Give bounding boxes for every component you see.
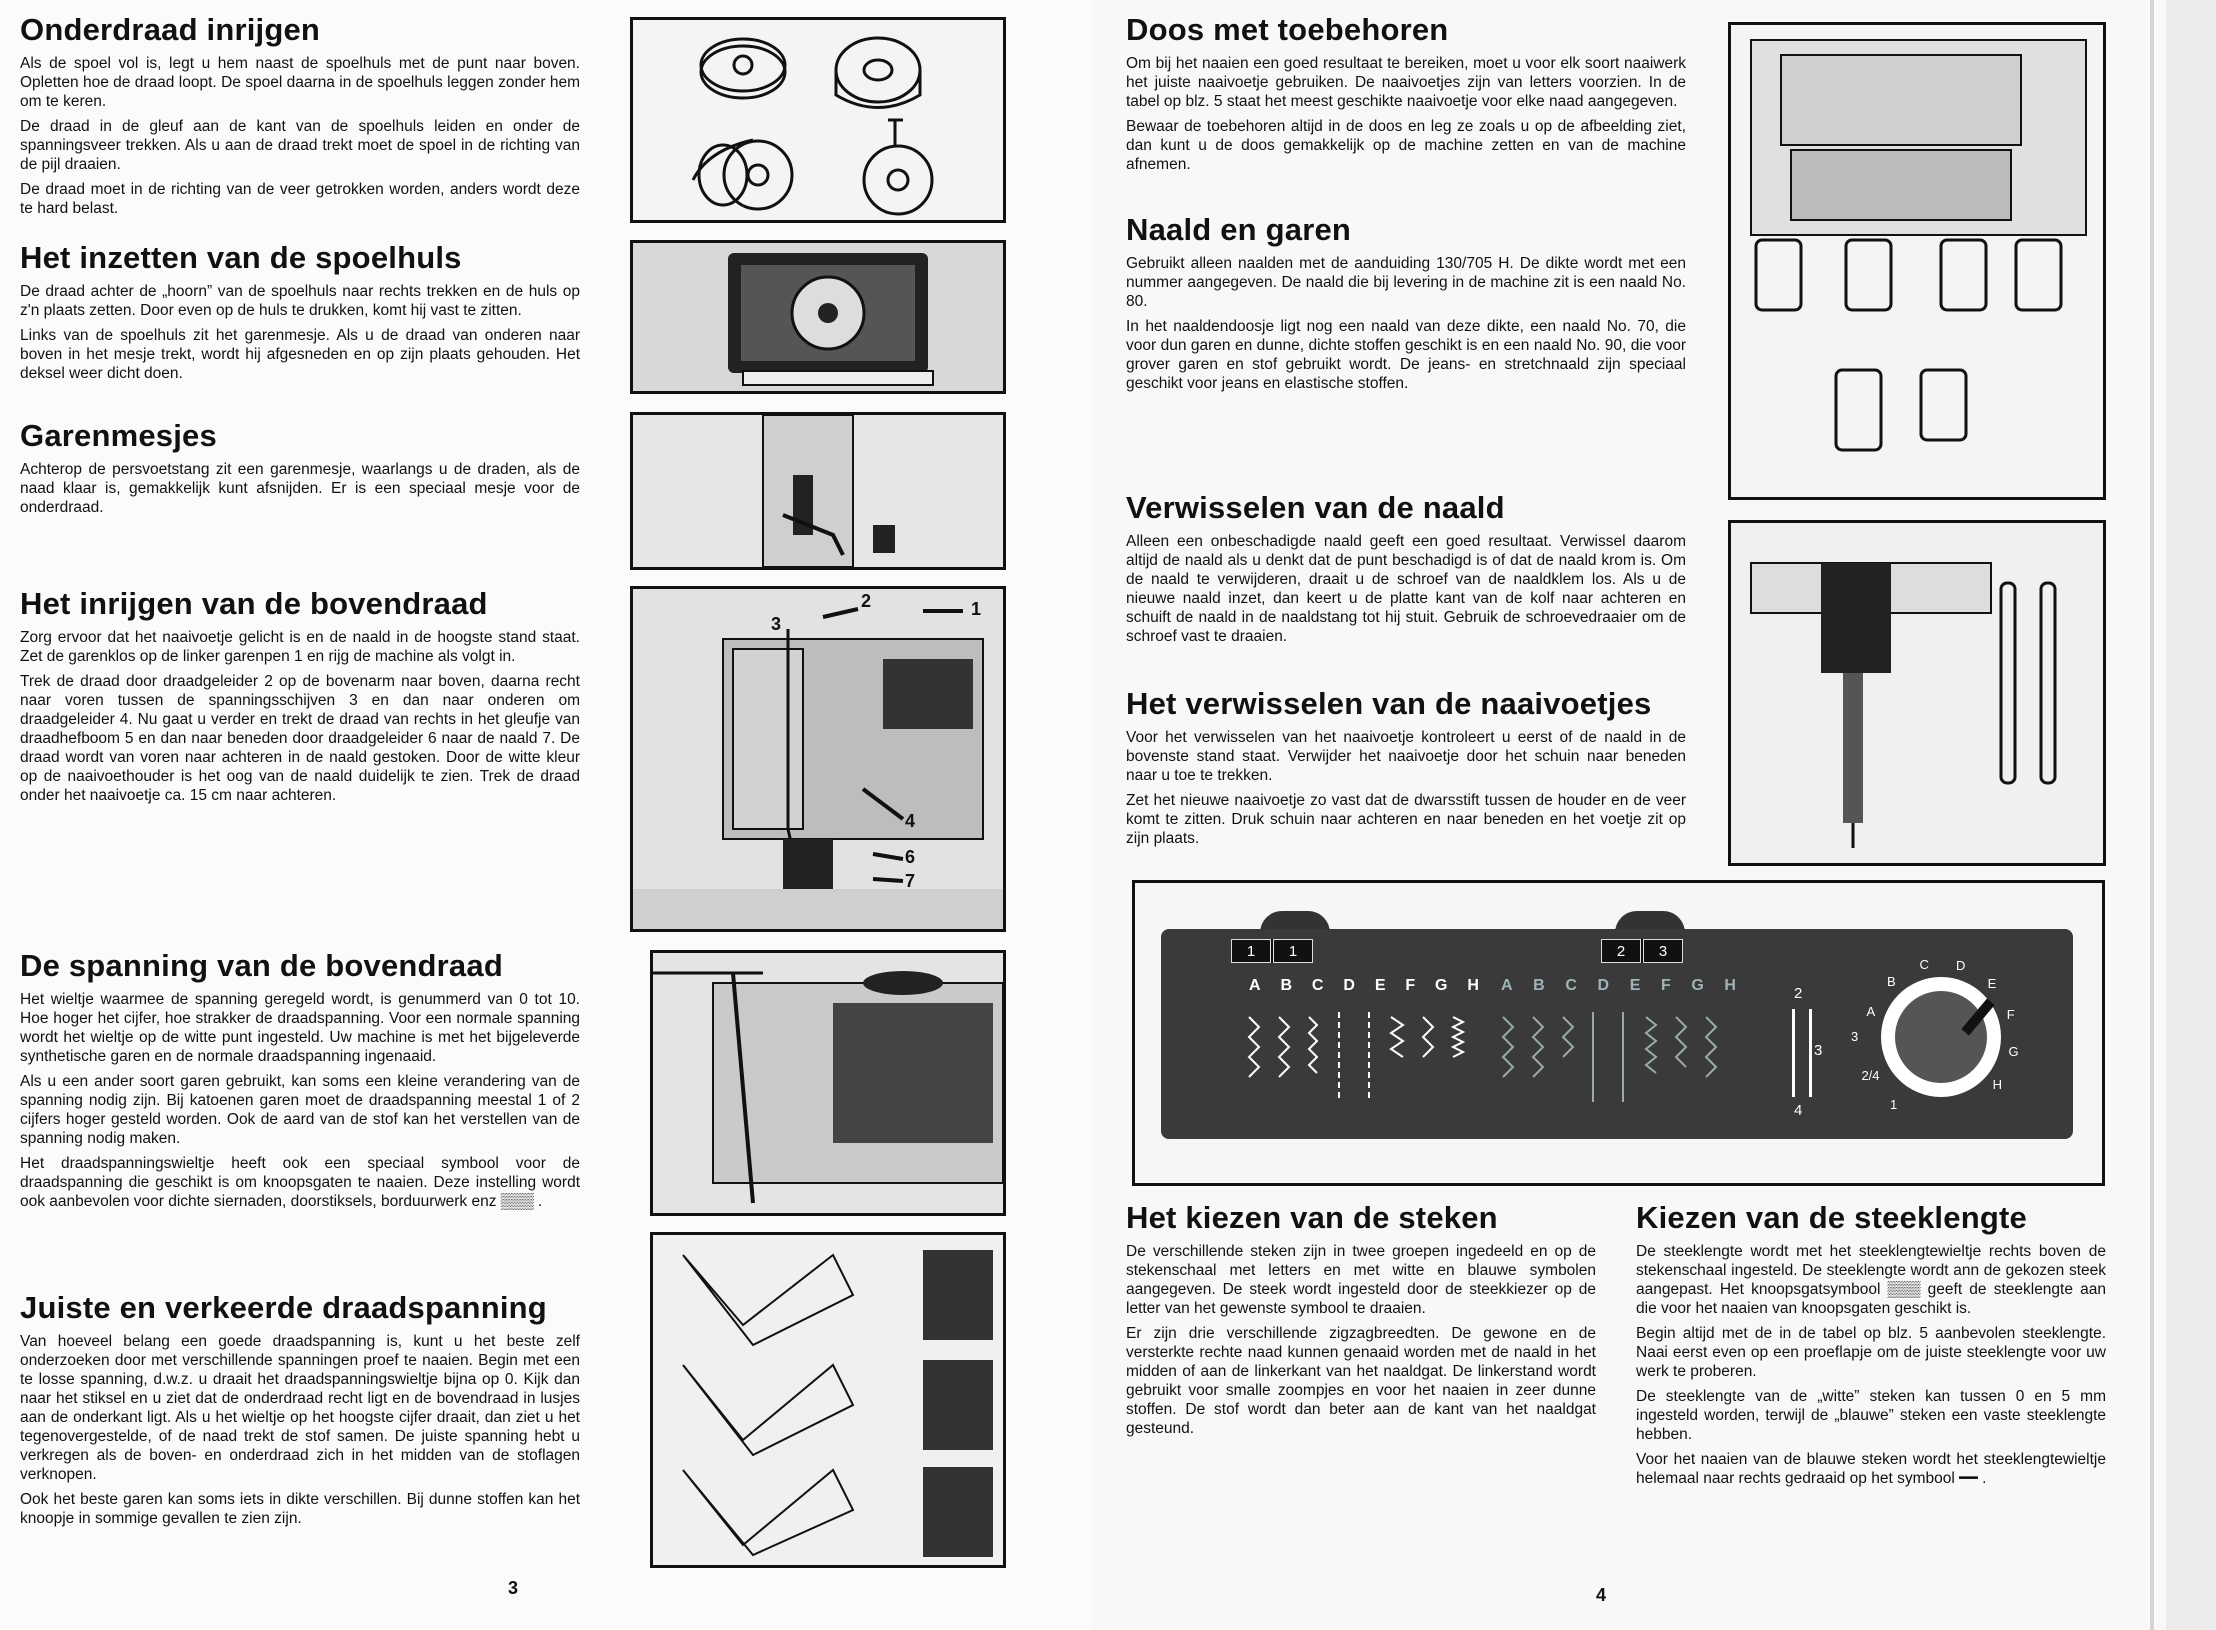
stitch-letter: B — [1533, 977, 1545, 994]
section-verwisselen-naald — [1126, 490, 1686, 652]
stitch-letter: A — [1501, 977, 1513, 994]
paragraph: Als u een ander soort garen gebruikt, kan soms een kleine verandering van de spanning nodig zijn. Bij katoenen garen moet de draadspanning meestal 1 of 2 cijfers hoger gesteld worden. Ook de aard van de stof kan het verstellen van de spanning nodig maken. — [20, 1073, 580, 1147]
stitch-letter: E — [1374, 977, 1386, 994]
stitch-letter: H — [1467, 977, 1479, 994]
window-digit: 1 — [1231, 939, 1271, 963]
thread-cutter-illustration — [633, 415, 1003, 567]
bobbin-figure — [630, 17, 1006, 223]
paragraph: In het naaldendoosje ligt nog een naald van deze dikte, een naald No. 70, die voor dun garen en dunne, dichte stoffen geschikt is en een naald No. 90, die voor grover garen en stof gebruikt wordt. De jeans- en stretchnaald zijn speciaal geschikt voor jeans en elastische stoffen. — [1126, 318, 1686, 392]
dial-number: 3 — [1851, 1029, 1859, 1044]
paragraph: Achterop de persvoetstang zit een garenmesje, waarlangs u de draden, als de naad klaar is, gemakkelijk kunt afsnijden. Er is een speciaal mesje voor de onderdraad. — [20, 461, 580, 516]
stitch-letters-group-1 — [1249, 977, 1479, 995]
section-spoelhuls — [20, 240, 580, 389]
stitch-symbols — [1241, 1007, 1761, 1117]
paragraph: Gebruikt alleen naalden met de aanduiding 130/705 H. De dikte wordt met een nummer aangegeven. De naald die bij levering in de machine zit is een naald No. 80. — [1126, 255, 1686, 310]
section-draadspanning — [20, 1290, 580, 1534]
needle-change-figure — [1728, 520, 2106, 866]
section-onderdraad-inrijgen — [20, 12, 580, 224]
section-verwisselen-naaivoetjes — [1126, 686, 1686, 854]
stitch-panel — [1161, 929, 2073, 1139]
stitch-letter: C — [1311, 977, 1324, 994]
width-number: 4 — [1794, 1102, 1803, 1119]
stitch-letter: G — [1691, 977, 1704, 994]
page-number: 3 — [508, 1578, 519, 1598]
paragraph: Begin altijd met de in de tabel op blz. 5 aanbevolen steeklengte. Naai eerst even op een proeflapje om de juiste steeklengte voor uw werk te proberen. — [1636, 1325, 2106, 1380]
paragraph: Zorg ervoor dat het naaivoetje gelicht is en de naald in de hoogste stand staat. Zet de garenklos op de linker garenpen 1 en rijg de machine als volgt in. — [20, 629, 580, 665]
threading-illustration — [633, 589, 1003, 929]
tension-samples-illustration — [653, 1235, 1003, 1565]
paragraph: Er zijn drie verschillende zigzagbreedten. De gewone en de versterkte rechte naad kunnen genaaid worden met de naald in het midden of aan de linkerkant van het naaldgat. De linkerstand wordt gebruikt voor smalle zoompjes en voor het naaien in zeer dunne stoffen. De stof wordt dan beter aan de kant van het naaldgat gesteund. — [1126, 1325, 1596, 1437]
paragraph: Bewaar de toebehoren altijd in de doos en leg ze zoals u op de afbeelding ziet, dan kunt u de doos gemakkelijk op de machine zetten en van de machine afnemen. — [1126, 118, 1686, 173]
page-edge — [2166, 0, 2216, 1630]
section-title: Garenmesjes — [20, 418, 217, 453]
section-kiezen-steken — [1126, 1200, 1596, 1444]
section-title: De spanning van de bovendraad — [20, 948, 503, 983]
accessory-box-illustration — [1731, 25, 2103, 497]
stitch-letter: H — [1724, 977, 1736, 994]
paragraph: Om bij het naaien een goed resultaat te bereiken, moet u voor elk soort naaiwerk het juiste naaivoetje gebruiken. De naaivoetjes zijn van letters voorzien. In de tabel op blz. 5 staat het meest geschikte naaivoetje voor elke naad aangegeven. — [1126, 55, 1686, 110]
thread-label-4: 4 — [905, 811, 916, 831]
page-number: 4 — [1596, 1585, 1607, 1605]
section-bovendraad-inrijgen — [20, 586, 580, 811]
stitch-letter: F — [1405, 977, 1416, 994]
section-title: Het kiezen van de steken — [1126, 1200, 1498, 1235]
paragraph: Het wieltje waarmee de spanning geregeld wordt, is genummerd van 0 tot 10. Hoe hoger het cijfer, hoe strakker de draadspanning. Voor een normale spanning wordt het wieltje op de witte punt ingesteld. Uw machine is met het bijgeleverde synthetische garen en de normale draadspanning ingenaaid. — [20, 991, 580, 1065]
section-spanning-bovendraad — [20, 948, 580, 1217]
section-title: Juiste en verkeerde draadspanning — [20, 1290, 547, 1325]
section-title: Het inzetten van de spoelhuls — [20, 240, 462, 275]
section-title: Doos met toebehoren — [1126, 12, 1449, 47]
dial-center — [1895, 991, 1987, 1083]
page-edge-line — [2150, 0, 2154, 1630]
section-naald-garen — [1126, 212, 1686, 399]
thread-label-6: 6 — [905, 847, 916, 867]
paragraph: Alleen een onbeschadigde naald geeft een goed resultaat. Verwissel daarom altijd de naald als u denkt dat de punt beschadigd is of dat de naald krom is. Om de naald te verwijderen, draait u de schroef van de naaldklem los. Als u de nieuwe naald inzet, dan keert u de platte kant van de kolf naar achteren en schuift de naald in de naaldstang tot hij stuit. Gebruik de schroevedraaier om de schroef vast te draaien. — [1126, 533, 1686, 645]
bobbin-illustration — [633, 20, 1003, 220]
width-number: 3 — [1814, 1042, 1823, 1059]
section-doos-toebehoren — [1126, 12, 1686, 180]
paragraph: Het draadspanningswieltje heeft ook een speciaal symbool voor de draadspanning die geschikt is om knoopsgaten te naaien. Deze instelling wordt ook aanbevolen voor dichte siernaden, doorstiksels, borduurwerk enz ▒▒▒ . — [20, 1155, 580, 1210]
stitch-window-right — [1601, 939, 1683, 963]
thread-label-2: 2 — [861, 591, 872, 611]
section-title: Onderdraad inrijgen — [20, 12, 321, 47]
accessory-box-figure — [1728, 22, 2106, 500]
paragraph: Van hoeveel belang een goede draadspanning is, kunt u het beste zelf onderzoeken door met verschillende spanningen proef te naaien. Begin met een te losse spanning, d.w.z. u draait het draadspanningswieltje bijna op 0. Kijk dan naar het stiksel en u ziet dat de onderdraad recht ligt en de bovendraad in lusjes aan de onderkant ligt. Als u het wieltje op het hoogste cijfer draait, dan ziet u het tegenovergestelde, of de naad trekt de stof samen. De juiste spanning hebt u verkregen als de boven- en onderdraad zich in het midden van de stoflagen verknopen. — [20, 1333, 580, 1483]
dial-letter: G — [2008, 1043, 2019, 1059]
stitch-letter: C — [1565, 977, 1577, 994]
paragraph: Voor het verwisselen van het naaivoetje kontroleert u eerst of de naald in de bovenste stand staat. Verwijder het naaivoetje door het schuin naar beneden naar u toe te trekken. — [1126, 729, 1686, 784]
dial-letter: D — [1956, 957, 1966, 973]
stitch-letter: D — [1597, 977, 1610, 994]
dial-letter: A — [1866, 1003, 1876, 1019]
section-title: Het verwisselen van de naaivoetjes — [1126, 686, 1652, 721]
stitch-window-left — [1231, 939, 1313, 963]
dial-letter: B — [1887, 973, 1896, 989]
paragraph: De draad achter de „hoorn” van de spoelhuls naar rechts trekken en de huls op z'n plaats zetten. Door even op de huls te drukken, komt hij vast te zitten. — [20, 283, 580, 319]
thread-label-7: 7 — [905, 871, 916, 891]
tension-dial-figure — [650, 950, 1006, 1216]
dial-letter: F — [2006, 1007, 2015, 1023]
thread-cutter-figure — [630, 412, 1006, 570]
paragraph: De draad in de gleuf aan de kant van de spoelhuls leiden en onder de spanningsveer trekken. Als u aan de draad trekt moet de spoel in de richting van de pijl draaien. — [20, 118, 580, 173]
paragraph: Ook het beste garen kan soms iets in dikte verschillen. Bij dunne stoffen kan het knoopje in sommige gevallen te zien zijn. — [20, 1491, 580, 1527]
stitch-letter: G — [1435, 977, 1448, 994]
stitch-panel-figure — [1132, 880, 2105, 1186]
section-title: Naald en garen — [1126, 212, 1352, 247]
paragraph: Trek de draad door draadgeleider 2 op de bovenarm naar boven, daarna recht naar voren tussen de spanningsschijven 3 en dan naar onderen om draadgeleider 4. Nu gaat u verder en trekt de draad van rechts in het gleufje van draadhefboom 5 en dan naar beneden door draadgeleider 6 naar de naald 7. De draad wordt van voren naar achteren in de naald gestoken. Door de witte kleur op de naaivoethouder is het oog van de naald duidelijk te zien. Trek de draad onder het naaivoetje ca. 15 cm naar achteren. — [20, 673, 580, 804]
thread-label-3: 3 — [771, 614, 782, 634]
stitch-letter: F — [1660, 977, 1671, 994]
tension-dial-illustration — [653, 953, 1003, 1213]
section-title: Het inrijgen van de bovendraad — [20, 586, 488, 621]
stitch-letter: A — [1249, 977, 1261, 994]
dial-number: 2/4 — [1861, 1068, 1880, 1083]
stitch-length-dial[interactable] — [1851, 956, 2021, 1117]
dial-number: 1 — [1890, 1096, 1898, 1112]
stitch-letter: E — [1629, 977, 1641, 994]
bobbin-case-illustration — [633, 243, 1003, 391]
window-digit: 2 — [1601, 939, 1641, 963]
bobbin-case-figure — [630, 240, 1006, 394]
section-garenmesjes — [20, 418, 580, 523]
stitch-letter: B — [1280, 977, 1293, 994]
threading-figure — [630, 586, 1006, 932]
section-title: Verwisselen van de naald — [1126, 490, 1505, 525]
width-number: 2 — [1794, 985, 1803, 1002]
paragraph: De draad moet in de richting van de veer getrokken worden, anders wordt deze te hard belast. — [20, 181, 580, 217]
paragraph: De verschillende steken zijn in twee groepen ingedeeld en op de stekenschaal met letters en met witte en blauwe symbolen aangegeven. De steek wordt ingesteld door de steekkiezer op de letter van het gewenste symbool te draaien. — [1126, 1243, 1596, 1317]
window-digit: 1 — [1273, 939, 1313, 963]
width-marker — [1792, 1009, 1812, 1097]
needle-change-illustration — [1731, 523, 2103, 863]
stitch-width-indicator — [1776, 977, 1826, 1127]
paragraph: Links van de spoelhuls zit het garenmesje. Als u de draad van onderen naar boven in het mesje trekt, wordt hij afgesneden en op zijn plaats gehouden. Het deksel weer dicht doen. — [20, 327, 580, 382]
paragraph: Voor het naaien van de blauwe steken wordt het steeklengtewieltje helemaal naar rechts gedraaid op het symbool ━━ . — [1636, 1451, 2106, 1487]
stitch-letter: D — [1343, 977, 1355, 994]
section-kiezen-steeklengte — [1636, 1200, 2106, 1494]
section-title: Kiezen van de steeklengte — [1636, 1200, 2027, 1235]
tension-samples-figure — [650, 1232, 1006, 1568]
window-digit: 3 — [1643, 939, 1683, 963]
paragraph: De steeklengte van de „witte” steken kan tussen 0 en 5 mm ingesteld worden, terwijl de „blauwe” steken een vaste steeklengte hebben. — [1636, 1388, 2106, 1443]
thread-label-1: 1 — [971, 599, 982, 619]
dial-letter: E — [1987, 976, 1997, 992]
stitch-letters-group-2 — [1501, 977, 1736, 995]
paragraph: De steeklengte wordt met het steeklengtewieltje rechts boven de stekenschaal ingesteld. De steeklengte wordt ann de gekozen steek aangepast. Het knoopsgatsymbool ▒▒▒ geeft de steeklengte aan die voor het naaien van knoopsgaten geschikt is. — [1636, 1243, 2106, 1317]
dial-letter: H — [1992, 1076, 2003, 1092]
paragraph: Als de spoel vol is, legt u hem naast de spoelhuls met de punt naar boven. Opletten hoe de draad loopt. De spoel daarna in de spoelhuls leggen zonder hem om te keren. — [20, 55, 580, 110]
dial-letter: C — [1919, 956, 1929, 972]
paragraph: Zet het nieuwe naaivoetje zo vast dat de dwarsstift tussen de houder en de veer komt te zitten. Druk schuin naar achteren en naar beneden en het voetje zit op zijn plaats. — [1126, 792, 1686, 847]
